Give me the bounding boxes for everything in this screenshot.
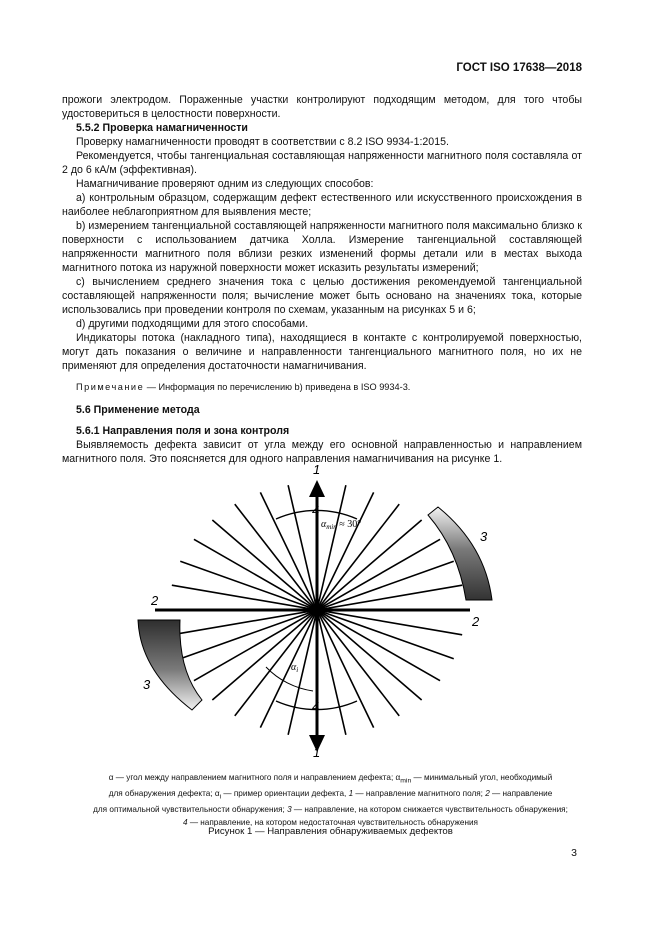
note-label: Примечание: [76, 382, 145, 392]
paragraph: Индикаторы потока (накладного типа), находящиеся в контакте с контролируемой поверхностью, могут дать показания о величине и направленности тангенциального магнитного поля, но их не применяют для определения достаточности намагничивания.: [62, 332, 582, 372]
label-2-left: 2: [151, 593, 159, 608]
legend-line-4: 4 — направление, на котором недостаточная чувствительность обнаружения: [182, 817, 478, 827]
paragraph: Выявляемость дефекта зависит от угла между его основной направленностью и направлением магнитного поля. Это поясняется для одного направления намагничивания на рисунке 1.: [62, 439, 582, 465]
figure-defect-directions: [0, 455, 661, 765]
alpha-min-label: $\alpha_{min} \approx 30^\circ$: [321, 519, 362, 531]
body-text: [62, 93, 582, 466]
paragraph: Рекомендуется, чтобы тангенциальная составляющая напряженности магнитного поля составляла от 2 до 6 кА/м (эффективная).: [62, 150, 582, 176]
standard-header: ГОСТ ISO 17638—2018: [456, 62, 582, 74]
section-heading-5-6-1: 5.6.1 Направления поля и зона контроля: [76, 425, 290, 437]
legend-line-1: α — угол между направлением магнитного поля и направлением дефекта; $\alpha_{min}$ — минимальный угол, необходимый: [108, 773, 553, 785]
label-4-bottom: 4: [312, 699, 320, 714]
label-2-right: 2: [472, 614, 480, 629]
paragraph: Проверку намагниченности проводят в соответствии с 8.2 ISO 9934-1:2015.: [76, 136, 449, 148]
figure-legend: [50, 772, 611, 829]
arrow-up-icon: [309, 480, 325, 497]
reduced-sensitivity-band-left: [138, 620, 202, 710]
figure-title: Рисунок 1 — Направления обнаруживаемых дефектов: [208, 826, 453, 837]
paragraph: Намагничивание проверяют одним из следующих способов:: [76, 178, 374, 190]
section-heading-5-6: 5.6 Применение метода: [76, 404, 200, 416]
page-number: 3: [571, 847, 577, 859]
note: [62, 380, 582, 394]
list-item-a: a) контрольным образцом, содержащим дефект естественного или искусственного происхождения в наиболее неблагоприятном для выявления месте;: [62, 192, 582, 218]
legend-line-2: для обнаружения дефекта; $\alpha_i$ — пример ориентации дефекта, 1 — направление магнитного поля; 2 — направление: [108, 789, 553, 801]
note-text: — Информация по перечислению b) приведена в ISO 9934-3.: [144, 382, 411, 392]
label-3-right: 3: [480, 529, 488, 544]
legend-line-3: для оптимальной чувствительности обнаружения; 3 — направление, на котором снижается чувствительность обнаружения;: [93, 805, 568, 815]
label-1-top: 1: [313, 462, 321, 477]
list-item-d: d) другими подходящими для этого способами.: [76, 318, 309, 330]
label-1-bottom: 1: [313, 745, 321, 760]
alpha-i-label: $\alpha_i$: [291, 662, 299, 674]
alpha-i-arc: [266, 667, 313, 691]
list-item-c: c) вычислением среднего значения тока с целью достижения рекомендуемой тангенциальной составляющей напряженности поля; вычисление может быть основано на значениях тока, которые использовались при проведении контроля по схемам, указанным на рисунках 5 и 6;: [62, 276, 582, 316]
list-item-b: b) измерением тангенциальной составляющей напряженности магнитного поля максимально близко к поверхности с использованием датчика Холла. Измерение тангенциальной составляющей напряженности магнитного поля вблизи резких изменений формы детали или в местах выхода магнитного потока из наружной поверхности может исказить результаты измерений;: [62, 220, 583, 274]
section-heading-5-5-2: 5.5.2 Проверка намагниченности: [76, 122, 248, 134]
label-3-left: 3: [143, 677, 151, 692]
label-4-top: 4: [312, 503, 320, 518]
paragraph: прожоги электродом. Пораженные участки контролируют подходящим методом, для того чтобы удостовериться в целостности поверхности.: [62, 94, 582, 120]
